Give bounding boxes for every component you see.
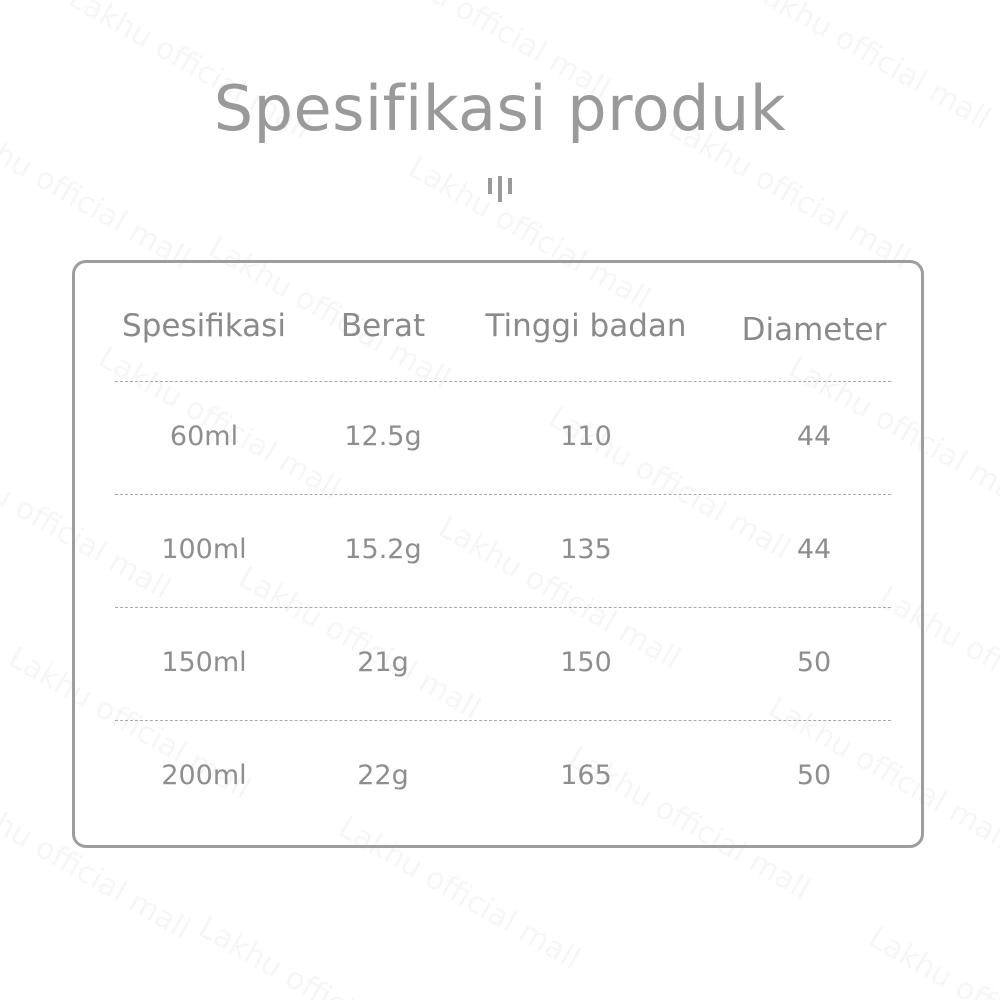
page-title: Spesifikasi produk [213, 72, 787, 145]
cell-spesifikasi: 150ml [161, 647, 247, 678]
cell-berat: 22g [357, 760, 409, 791]
cell-spesifikasi: 100ml [161, 534, 247, 565]
cell-diameter: 44 [796, 534, 832, 565]
cell-berat: 12.5g [344, 421, 422, 452]
cell-spesifikasi: 60ml [169, 421, 239, 452]
cell-spesifikasi: 200ml [161, 760, 247, 791]
header-diameter: Diameter [741, 312, 887, 348]
cell-berat: 21g [357, 647, 409, 678]
header-tinggi-badan: Tinggi badan [485, 308, 687, 344]
header-berat: Berat [340, 308, 426, 344]
cell-diameter: 44 [796, 421, 832, 452]
row-divider [115, 720, 891, 721]
cell-diameter: 50 [796, 760, 832, 791]
cell-tinggi-badan: 150 [560, 647, 612, 678]
header-spesifikasi: Spesifikasi [122, 308, 286, 344]
watermark [863, 920, 1000, 1000]
row-divider [115, 494, 891, 495]
cell-berat: 15.2g [344, 534, 422, 565]
cell-tinggi-badan: 110 [560, 421, 612, 452]
cell-diameter: 50 [796, 647, 832, 678]
row-divider [115, 607, 891, 608]
row-divider [115, 381, 891, 382]
cell-tinggi-badan: 135 [560, 534, 612, 565]
watermark [193, 910, 447, 1000]
title-divider-mark [485, 176, 515, 202]
cell-tinggi-badan: 165 [560, 760, 612, 791]
